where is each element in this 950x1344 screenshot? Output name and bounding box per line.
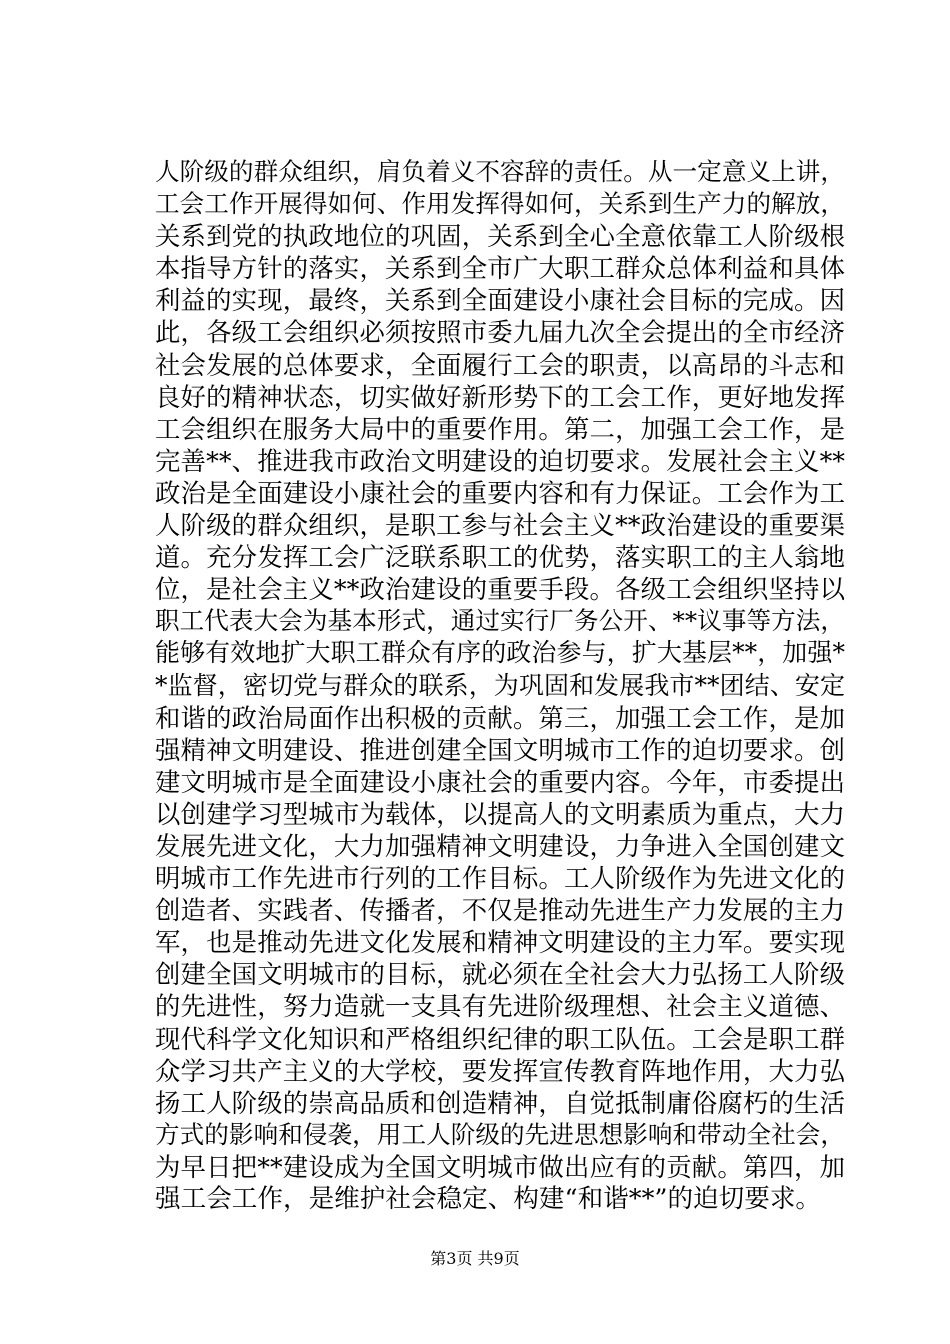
text-line: 本指导方针的落实，关系到全市广大职工群众总体利益和具体 <box>155 253 845 284</box>
text-line: 人阶级的群众组织，肩负着义不容辞的责任。从一定意义上讲， <box>155 157 845 186</box>
text-line: 方式的影响和侵袭，用工人阶级的先进思想影响和带动全社会， <box>155 1119 845 1149</box>
text-line: 政治是全面建设小康社会的重要内容和有力保证。工会作为工 <box>155 477 845 508</box>
text-line: 军，也是推动先进文化发展和精神文明建设的主力军。要实现 <box>155 927 845 958</box>
text-line: 利益的实现，最终，关系到全面建设小康社会目标的完成。因 <box>155 285 845 316</box>
text-line: 和谐的政治局面作出积极的贡献。第三，加强工会工作，是加 <box>155 702 845 733</box>
text-line: 完善**、推进我市政治文明建设的迫切要求。发展社会主义** <box>155 445 845 476</box>
text-line: 强精神文明建设、推进创建全国文明城市工作的迫切要求。创 <box>155 734 845 765</box>
text-line: 为早日把**建设成为全国文明城市做出应有的贡献。第四，加 <box>155 1151 845 1182</box>
text-line: *监督，密切党与群众的联系，为巩固和发展我市**团结、安定 <box>155 670 845 700</box>
text-line: 以创建学习型城市为载体，以提高人的文明素质为重点，大力 <box>155 798 845 829</box>
text-line: 创造者、实践者、传播者，不仅是推动先进生产力发展的主力 <box>155 895 845 926</box>
text-line: 关系到党的执政地位的巩固，关系到全心全意依靠工人阶级根 <box>155 221 845 252</box>
text-line: 此，各级工会组织必须按照市委九届九次全会提出的全市经济 <box>155 317 845 348</box>
text-line: 发展先进文化，大力加强精神文明建设，力争进入全国创建文 <box>155 830 845 861</box>
text-line: 道。充分发挥工会广泛联系职工的优势，落实职工的主人翁地 <box>155 542 845 573</box>
text-line: 能够有效地扩大职工群众有序的政治参与，扩大基层**，加强* <box>155 638 845 668</box>
text-line: 良好的精神状态，切实做好新形势下的工会工作，更好地发挥 <box>155 381 845 412</box>
text-line: 工会组织在服务大局中的重要作用。第二，加强工会工作，是 <box>155 413 845 444</box>
text-line: 工会工作开展得如何、作用发挥得如何，关系到生产力的解放， <box>155 189 845 219</box>
text-line: 强工会工作，是维护社会稳定、构建“和谐**”的迫切要求。 <box>155 1184 822 1214</box>
text-line: 的先进性，努力造就一支具有先进阶级理想、社会主义道德、 <box>155 991 845 1022</box>
text-line: 职工代表大会为基本形式，通过实行厂务公开、**议事等方法， <box>155 606 845 636</box>
text-line: 众学习共产主义的大学校，要发挥宣传教育阵地作用，大力弘 <box>155 1055 845 1086</box>
text-line: 建文明城市是全面建设小康社会的重要内容。今年，市委提出 <box>155 766 845 797</box>
page-footer: 第3页 共9页 <box>430 1249 520 1268</box>
text-line: 位，是社会主义**政治建设的重要手段。各级工会组织坚持以 <box>155 574 845 605</box>
text-line: 人阶级的群众组织，是职工参与社会主义**政治建设的重要渠 <box>155 510 845 541</box>
text-line: 创建全国文明城市的目标，就必须在全社会大力弘扬工人阶级 <box>155 959 845 990</box>
text-line: 社会发展的总体要求，全面履行工会的职责，以高昂的斗志和 <box>155 349 845 380</box>
text-line: 现代科学文化知识和严格组织纪律的职工队伍。工会是职工群 <box>155 1023 845 1054</box>
text-line: 扬工人阶级的崇高品质和创造精神，自觉抵制庸俗腐朽的生活 <box>155 1087 845 1118</box>
body-text <box>155 156 845 1215</box>
text-line: 明城市工作先进市行列的工作目标。工人阶级作为先进文化的 <box>155 863 845 894</box>
